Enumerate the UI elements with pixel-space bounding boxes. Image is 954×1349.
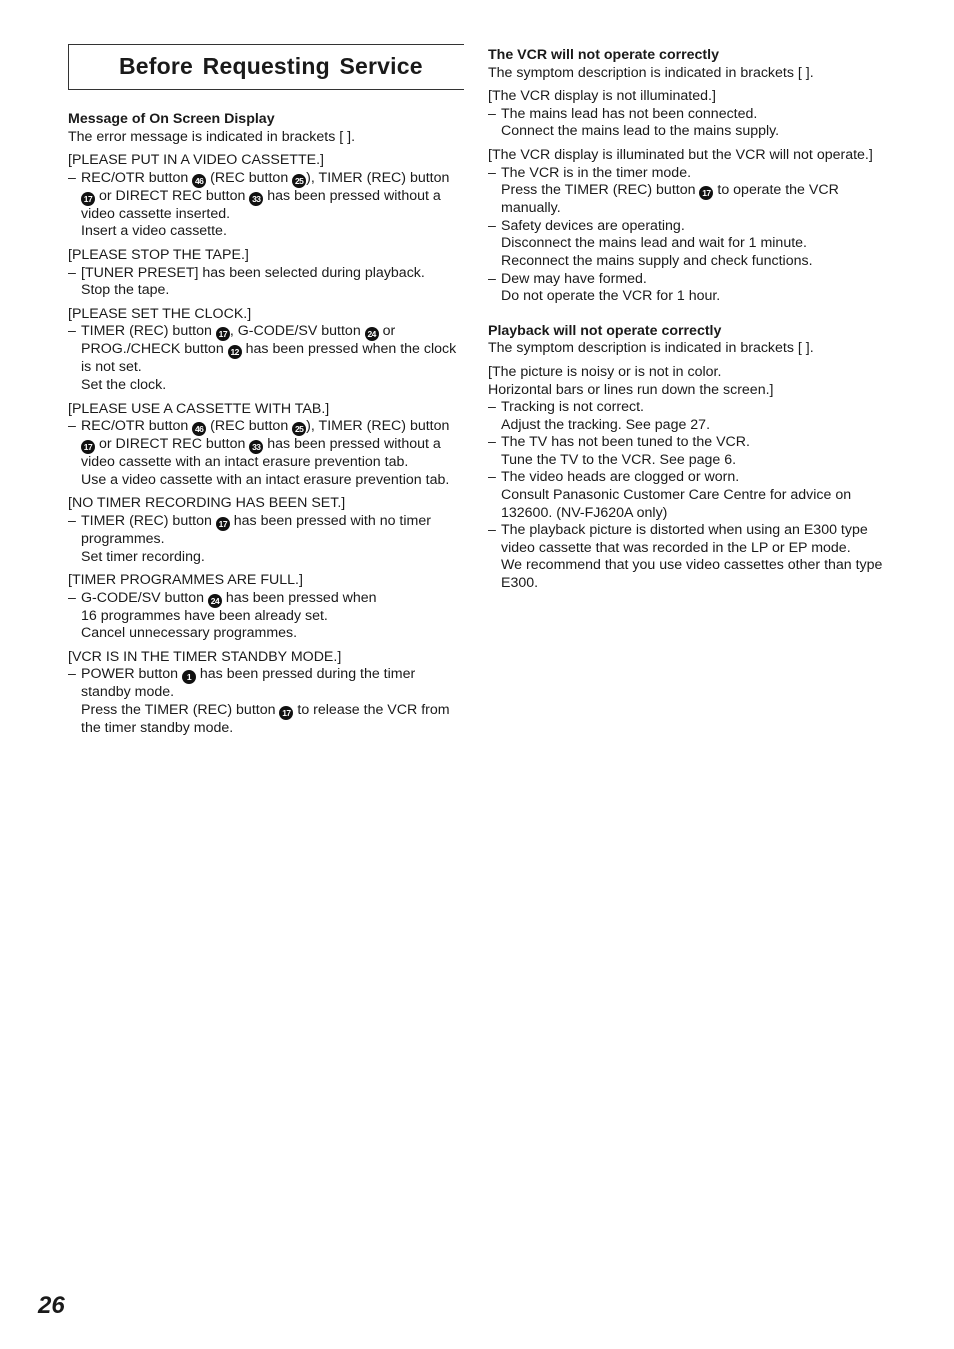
left-column — [68, 111, 466, 738]
section-intro: The symptom description is indicated in brackets [ ]. — [488, 64, 814, 81]
cause-text: REC/OTR button — [81, 169, 189, 186]
remedy-label: Connect the mains lead to the mains supply. — [501, 123, 780, 140]
remedy-text — [68, 625, 466, 643]
message-block — [68, 572, 466, 643]
cause-text: has been pressed during the timer standby mode. — [81, 666, 416, 701]
symptom-block — [488, 88, 888, 141]
page-title: Before Requesting Service — [119, 53, 423, 79]
message-text: [PLEASE SET THE CLOCK.] — [68, 305, 252, 322]
cause-text: The TV has not been tuned to the VCR. — [501, 434, 750, 451]
dash: – — [488, 434, 496, 451]
dash: – — [488, 105, 496, 122]
remedy-text — [68, 702, 466, 738]
button-number-icon: 17 — [699, 186, 713, 200]
section-intro: The symptom description is indicated in brackets [ ]. — [488, 340, 814, 357]
button-number-icon: 33 — [249, 192, 263, 206]
cause-item — [68, 265, 466, 283]
remedy-label: to release the VCR from the timer standby mode. — [81, 702, 450, 737]
remedy-text — [488, 235, 888, 253]
section-heading-osd: Message of On Screen Display — [68, 111, 275, 127]
message-block — [68, 495, 466, 566]
remedy-label: Consult Panasonic Customer Care Centre for advice on 132600. (NV-FJ620A only) — [501, 487, 852, 521]
dash: – — [68, 264, 76, 281]
cause-text: ), TIMER (REC) button — [306, 418, 450, 435]
remedy-label: Stop the tape. — [81, 282, 170, 299]
cause-text: or DIRECT REC button — [98, 187, 246, 204]
button-number-icon: 17 — [81, 192, 95, 206]
message-block — [68, 247, 466, 300]
cause-text: , G-CODE/SV button — [229, 323, 361, 340]
remedy-text — [488, 487, 888, 522]
button-number-icon: 17 — [216, 517, 230, 531]
cause-item — [488, 434, 888, 452]
dash: – — [488, 164, 496, 181]
dash: – — [488, 399, 496, 416]
cause-text: Safety devices are operating. — [501, 217, 685, 234]
cause-item — [68, 418, 466, 472]
remedy-text — [68, 282, 466, 300]
dash: – — [488, 270, 496, 287]
remedy-text — [488, 452, 888, 470]
cause-item — [68, 590, 466, 608]
cause-item — [68, 170, 466, 224]
cause-item — [488, 399, 888, 417]
remedy-text — [488, 557, 888, 592]
remedy-label: Set the clock. — [81, 376, 167, 393]
symptom-block — [488, 147, 888, 306]
remedy-label: Use a video cassette with an intact erasure prevention tab. — [81, 471, 450, 488]
cause-text: The video heads are clogged or worn. — [501, 469, 740, 486]
symptom-text: [The VCR display is not illuminated.] — [488, 88, 716, 105]
cause-text: or DIRECT REC button — [98, 436, 246, 453]
remedy-text — [68, 549, 466, 567]
right-column — [488, 47, 888, 593]
remedy-label: Set timer recording. — [81, 548, 205, 565]
cause-text: (REC button — [210, 418, 289, 435]
message-block — [68, 649, 466, 738]
button-number-icon: 24 — [365, 327, 379, 341]
message-text: [TIMER PROGRAMMES ARE FULL.] — [68, 572, 303, 589]
remedy-text — [68, 223, 466, 241]
button-number-icon: 12 — [228, 345, 242, 359]
dash: – — [488, 217, 496, 234]
dash: – — [488, 522, 496, 539]
remedy-label: Tune the TV to the VCR. See page 6. — [501, 451, 737, 468]
cause-item — [488, 106, 888, 124]
cause-item — [68, 323, 466, 377]
remedy-text — [68, 472, 466, 490]
remedy-label: Press the TIMER (REC) button — [81, 702, 276, 719]
symptom-text: [The VCR display is illuminated but the VCR will not operate.] — [488, 146, 873, 163]
cause-item — [68, 666, 466, 702]
cause-item — [488, 271, 888, 289]
cause-text: TIMER (REC) button — [81, 512, 212, 529]
cause-text: POWER button — [81, 666, 178, 683]
cause-text: or PROG./CHECK button — [81, 323, 396, 358]
cause-text: has been pressed when — [225, 589, 377, 606]
cause-text: has been pressed when the clock is not set. — [81, 341, 457, 376]
remedy-text — [488, 288, 888, 306]
remedy-label: Reconnect the mains supply and check functions. — [501, 252, 813, 269]
button-number-icon: 17 — [216, 327, 230, 341]
message-text: [NO TIMER RECORDING HAS BEEN SET.] — [68, 495, 346, 512]
remedy-label: Cancel unnecessary programmes. — [81, 625, 298, 642]
dash: – — [68, 589, 76, 606]
cause-text: The playback picture is distorted when using an E300 type video cassette that was recorded in the LP or EP mode. — [501, 522, 868, 556]
message-text: [VCR IS IN THE TIMER STANDBY MODE.] — [68, 648, 342, 665]
symptom-text: Horizontal bars or lines run down the screen.] — [488, 381, 774, 398]
button-number-icon: 17 — [279, 706, 293, 720]
button-number-icon: 46 — [192, 174, 206, 188]
section-heading-vcr: The VCR will not operate correctly — [488, 47, 719, 63]
cause-item — [488, 522, 888, 557]
cause-text: ), TIMER (REC) button — [306, 169, 450, 186]
dash: – — [68, 512, 76, 529]
cause-text: TIMER (REC) button — [81, 323, 212, 340]
message-block — [68, 152, 466, 241]
remedy-text — [488, 417, 888, 435]
remedy-label: Insert a video cassette. — [81, 223, 227, 240]
cause-item — [488, 218, 888, 236]
remedy-text — [488, 182, 888, 218]
cause-text: [TUNER PRESET] has been selected during playback. — [81, 264, 425, 281]
cause-item — [488, 469, 888, 487]
message-text: [PLEASE USE A CASSETTE WITH TAB.] — [68, 400, 330, 417]
section-intro: The error message is indicated in brackets [ ]. — [68, 128, 356, 145]
cause-text: Tracking is not correct. — [501, 399, 644, 416]
button-number-icon: 33 — [249, 440, 263, 454]
symptom-text: [The picture is noisy or is not in color. — [488, 363, 722, 380]
cause-continuation — [68, 608, 466, 626]
message-block — [68, 306, 466, 395]
button-number-icon: 46 — [192, 422, 206, 436]
cause-text: (REC button — [210, 169, 289, 186]
cause-text: G-CODE/SV button — [81, 589, 205, 606]
dash: – — [68, 666, 76, 683]
button-number-icon: 25 — [292, 174, 306, 188]
remedy-label: Adjust the tracking. See page 27. — [501, 416, 711, 433]
cause-item — [68, 513, 466, 549]
button-number-icon: 25 — [292, 422, 306, 436]
remedy-label: Press the TIMER (REC) button — [501, 182, 696, 199]
title-box — [68, 44, 464, 90]
message-text: [PLEASE STOP THE TAPE.] — [68, 246, 249, 263]
dash: – — [68, 323, 76, 340]
cause-text: has been pressed without a video cassette with an intact erasure prevention tab. — [81, 436, 441, 471]
cause-text: 16 programmes have been already set. — [81, 607, 328, 624]
button-number-icon: 24 — [208, 594, 222, 608]
symptom-block — [488, 364, 888, 593]
remedy-label: to operate the VCR manually. — [501, 182, 839, 217]
message-block — [68, 401, 466, 490]
section-heading-playback: Playback will not operate correctly — [488, 322, 722, 339]
remedy-label: We recommend that you use video cassettes other than type E300. — [501, 557, 883, 592]
cause-text: REC/OTR button — [81, 418, 189, 435]
remedy-text — [488, 123, 888, 141]
button-number-icon: 1 — [182, 670, 196, 684]
page-number: 26 — [38, 1292, 65, 1319]
dash: – — [68, 169, 76, 186]
cause-text: The VCR is in the timer mode. — [501, 164, 692, 181]
remedy-text — [488, 253, 888, 271]
remedy-label: Do not operate the VCR for 1 hour. — [501, 288, 721, 305]
cause-text: has been pressed with no timer programmes. — [81, 512, 431, 547]
dash: – — [488, 469, 496, 486]
cause-item — [488, 165, 888, 183]
cause-text: Dew may have formed. — [501, 270, 647, 287]
cause-text: The mains lead has not been connected. — [501, 105, 758, 122]
button-number-icon: 17 — [81, 440, 95, 454]
remedy-text — [68, 377, 466, 395]
dash: – — [68, 418, 76, 435]
cause-text: has been pressed without a video cassette inserted. — [81, 187, 441, 222]
message-text: [PLEASE PUT IN A VIDEO CASSETTE.] — [68, 152, 324, 169]
remedy-label: Disconnect the mains lead and wait for 1 minute. — [501, 235, 807, 252]
